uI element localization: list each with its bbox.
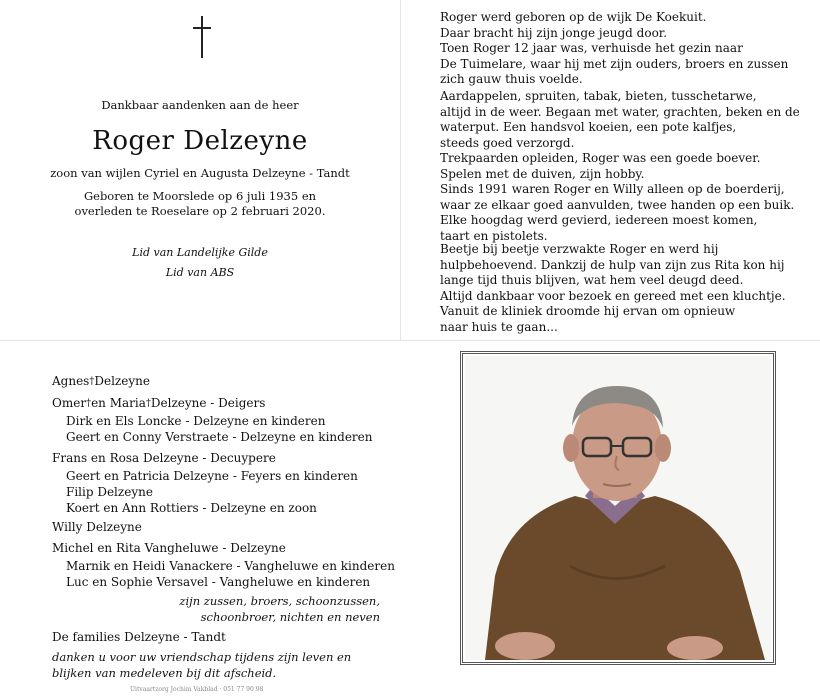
paragraph-4 xyxy=(440,242,786,335)
family-frans: Frans en Rosa Delzeyne - Decuypere xyxy=(52,451,276,465)
family-filip: Filip Delzeyne xyxy=(66,485,153,499)
families-text: De families Delzeyne - Tandt xyxy=(52,630,226,644)
text-line: Beetje bij beetje verzwakte Roger en werd hij xyxy=(440,242,719,256)
text-line: Spelen met de duiven, zijn hobby. xyxy=(440,166,645,181)
thanks-line-2: blijken van medeleven bij dit afscheid. xyxy=(52,666,277,680)
text-line: taart en pistolets. xyxy=(440,228,548,243)
family-geert-patricia: Geert en Patricia Delzeyne - Feyers en kinderen xyxy=(66,469,358,483)
text-line: waar ze elkaar goed aanvulden, twee handen op een buik. xyxy=(440,197,795,212)
paragraph-3 xyxy=(440,151,794,244)
siblings-line-2: schoonbroer, nichten en neven xyxy=(200,610,380,624)
portrait-illustration xyxy=(465,356,771,660)
life-story-panel xyxy=(400,0,820,340)
thanks-line-1: danken u voor uw vriendschap tijdens zijn leven en xyxy=(52,650,352,664)
intro-text: Dankbaar aandenken aan de heer xyxy=(101,98,299,112)
text-line: Aardappelen, spruiten, tabak, bieten, tusschetarwe, xyxy=(440,89,757,103)
paragraph-1 xyxy=(440,10,788,88)
text-line: Vanuit de kliniek droomde hij ervan om opnieuw xyxy=(440,304,736,318)
family-marnik: Marnik en Heidi Vanackere - Vangheluwe en kinderen xyxy=(66,559,395,573)
family-panel xyxy=(0,340,410,699)
deceased-name: Roger Delzeyne xyxy=(92,126,308,156)
text-line: zich gauw thuis voelde. xyxy=(440,72,583,86)
membership-2: Lid van ABS xyxy=(165,266,235,279)
paragraph-2 xyxy=(440,89,800,151)
text-line: waterput. Een handsvol koeien, een pote kalfjes, xyxy=(440,120,737,134)
memorial-card-front xyxy=(0,0,400,340)
family-koert: Koert en Ann Rottiers - Delzeyne en zoon xyxy=(66,501,317,515)
family-michel: Michel en Rita Vangheluwe - Delzeyne xyxy=(52,541,286,555)
text-line: lange tijd thuis blijven, wat hem veel deugd deed. xyxy=(440,273,744,287)
cross-icon xyxy=(193,16,211,58)
text-line: naar huis te gaan... xyxy=(440,319,558,334)
family-geert-conny: Geert en Conny Verstraete - Delzeyne en kinderen xyxy=(66,430,373,444)
text-line: altijd in de weer. Begaan met water, grachten, beken en de xyxy=(440,104,800,119)
text-line: hulpbehoevend. Dankzij de hulp van zijn zus Rita kon hij xyxy=(440,257,785,272)
family-willy: Willy Delzeyne xyxy=(52,520,142,534)
text-line: Elke hoogdag werd gevierd, iedereen moest komen, xyxy=(440,213,758,227)
text-line: steeds goed verzorgd. xyxy=(440,135,575,150)
family-omer: Omer†en Maria†Delzeyne - Deigers xyxy=(52,396,266,410)
text-line: Altijd dankbaar voor bezoek en gereed met een kluchtje. xyxy=(440,288,786,303)
text-line: Trekpaarden opleiden, Roger was een goede boever. xyxy=(440,151,761,165)
family-agnes: Agnes†Delzeyne xyxy=(52,374,150,388)
text-line: Sinds 1991 waren Roger en Willy alleen op de boerderij, xyxy=(440,182,785,196)
birth-text: Geboren te Moorslede op 6 juli 1935 en xyxy=(83,189,317,203)
death-text: overleden te Roeselare op 2 februari 2020. xyxy=(74,204,326,218)
text-line: Toen Roger 12 jaar was, verhuisde het gezin naar xyxy=(440,41,743,55)
siblings-line-1: zijn zussen, broers, schoonzussen, xyxy=(179,594,380,608)
membership-1: Lid van Landelijke Gilde xyxy=(132,246,268,259)
text-line: Daar bracht hij zijn jonge jeugd door. xyxy=(440,25,668,40)
text-line: Roger werd geboren op de wijk De Koekuit. xyxy=(440,10,707,24)
printer-credit: Uitvaartzorg Jochim Vakblad · 051 77 90 98 xyxy=(130,686,264,693)
parents-text: zoon van wijlen Cyriel en Augusta Delzeyne - Tandt xyxy=(50,166,350,180)
fold-line-horizontal xyxy=(0,340,820,341)
family-dirk: Dirk en Els Loncke - Delzeyne en kinderen xyxy=(66,414,326,428)
fold-line-vertical xyxy=(400,0,401,340)
text-line: De Tuimelare, waar hij met zijn ouders, broers en zussen xyxy=(440,56,789,71)
family-luc: Luc en Sophie Versavel - Vangheluwe en kinderen xyxy=(66,575,371,589)
portrait-frame xyxy=(460,351,776,665)
portrait-photo xyxy=(465,356,771,660)
